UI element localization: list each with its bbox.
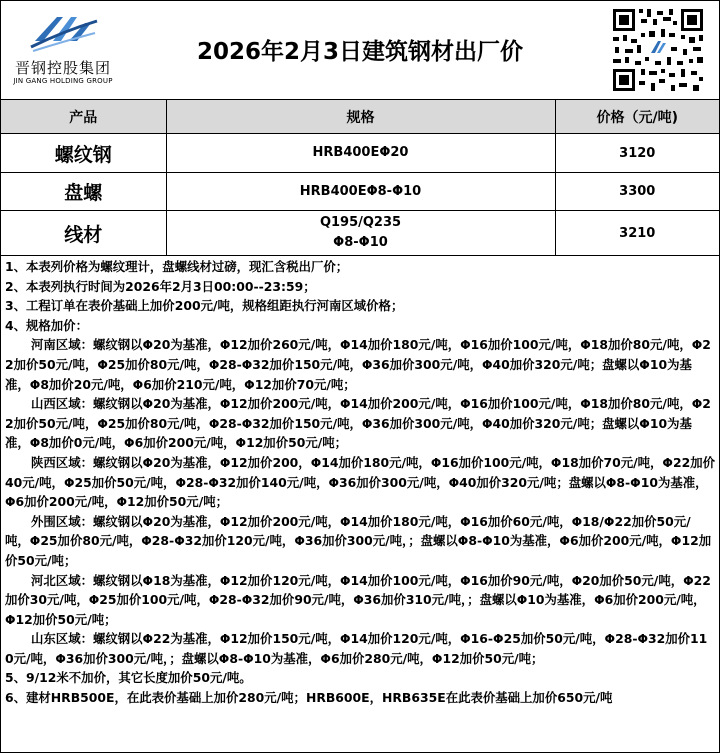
spec-line: Q195/Q235 (319, 215, 402, 230)
note-line: 6、建材HRB500E，在此表价基础上加价280元/吨；HRB600E，HRB635E在此表价基础上加价650元/吨 (5, 690, 613, 706)
table-row (1, 173, 719, 211)
note-line: 2、本表列执行时间为2026年2月3日00:00--23:59； (5, 278, 316, 294)
note-line: 5、9/12米不加价，其它长度加价50元/吨。 (5, 670, 252, 686)
column-header-product: 产品 (1, 100, 166, 134)
note-line: 3、工程订单在表价基础上加价200元/吨，规格组距执行河南区域价格； (5, 298, 404, 314)
column-header-price: 价格（元/吨) (555, 100, 719, 134)
table-row (1, 134, 719, 173)
note-region-hebei: 河北区域：螺纹钢以Φ18为基准，Φ12加价120元/吨，Φ14加价100元/吨，Φ16加价90元/吨，Φ20加价50元/吨，Φ22加价30元/吨，Φ25加价100元/吨，Φ28-Φ32加价90元/吨，Φ36加价310元/吨，；盘螺以Φ10为基准，Φ6加价200元/吨，Φ12加价50元/吨； (5, 572, 711, 627)
company-name-en: JIN GANG HOLDING GROUP (13, 77, 113, 85)
spec-line: HRB400EΦ8-Φ10 (299, 183, 422, 199)
price-cell: 3210 (555, 211, 719, 256)
product-cell: 盘螺 (1, 173, 166, 211)
product-cell: 螺纹钢 (1, 134, 166, 173)
note-region-outer: 外围区域：螺纹钢以Φ20为基准，Φ12加价200元/吨，Φ14加价180元/吨，Φ16加价60元/吨，Φ18/Φ22加价50元/吨，Φ25加价80元/吨，Φ28-Φ32加价120元/吨，Φ36加价300元/吨，；盘螺以Φ8-Φ10为基准，Φ6加价200元/吨，Φ12加价50元/吨； (5, 513, 712, 568)
notes-section (1, 256, 719, 708)
spec-line: Φ8-Φ10 (333, 235, 388, 250)
price-cell: 3120 (555, 134, 719, 173)
note-line: 4、规格加价： (5, 317, 88, 333)
spec-cell (166, 211, 555, 256)
header (1, 1, 719, 100)
qr-code-icon (611, 7, 705, 93)
company-logo (7, 9, 119, 91)
price-cell: 3300 (555, 173, 719, 211)
page-title: 2026年2月3日建筑钢材出厂价 (196, 39, 524, 65)
note-region-shaanxi: 陕西区域：螺纹钢以Φ20为基准，Φ12加价200，Φ14加价180元/吨，Φ16加价100元/吨，Φ18加价70元/吨，Φ22加价40元/吨，Φ25加价50元/吨，Φ28-Φ32加价140元/吨，Φ36加价300元/吨，Φ40加价320元/吨；盘螺以Φ8-Φ10为基准，Φ6加价200元/吨，Φ12加价50元/吨； (5, 454, 715, 510)
price-table (1, 100, 719, 256)
product-cell: 线材 (1, 211, 166, 256)
table-row (1, 211, 719, 256)
logo-mark-icon (29, 11, 99, 53)
table-header-row (1, 100, 719, 134)
note-region-shandong: 山东区域：螺纹钢以Φ22为基准，Φ12加价150元/吨，Φ14加价120元/吨，Φ16-Φ25加价50元/吨，Φ28-Φ32加价110元/吨，Φ36加价300元/吨，；盘螺以Φ8-Φ10为基准，Φ6加价280元/吨，Φ12加价50元/吨； (5, 631, 708, 666)
note-region-shanxi: 山西区域：螺纹钢以Φ20为基准，Φ12加价200元/吨，Φ14加价200元/吨，Φ16加价100元/吨，Φ18加价80元/吨，Φ22加价50元/吨，Φ25加价80元/吨，Φ28-Φ32加价150元/吨，Φ36加价300元/吨，Φ40加价320元/吨；盘螺以Φ10为基准，Φ8加价0元/吨，Φ6加价200元/吨，Φ12加价50元/吨； (5, 396, 711, 451)
spec-line: HRB400EΦ20 (312, 145, 409, 160)
spec-cell (166, 134, 555, 173)
column-header-spec: 规格 (166, 100, 555, 134)
note-line: 1、本表列价格为螺纹理计，盘螺线材过磅，现汇含税出厂价； (5, 259, 349, 274)
spec-cell (166, 173, 555, 211)
company-name-cn: 晋钢控股集团 (14, 59, 111, 77)
note-region-henan: 河南区域：螺纹钢以Φ20为基准，Φ12加价260元/吨，Φ14加价180元/吨，Φ16加价100元/吨，Φ18加价80元/吨，Φ22加价50元/吨，Φ25加价80元/吨，Φ28-Φ32加价150元/吨，Φ36加价300元/吨，Φ40加价320元/吨；盘螺以Φ10为基准，Φ8加价20元/吨，Φ6加价210元/吨，Φ12加价70元/吨； (5, 337, 711, 392)
